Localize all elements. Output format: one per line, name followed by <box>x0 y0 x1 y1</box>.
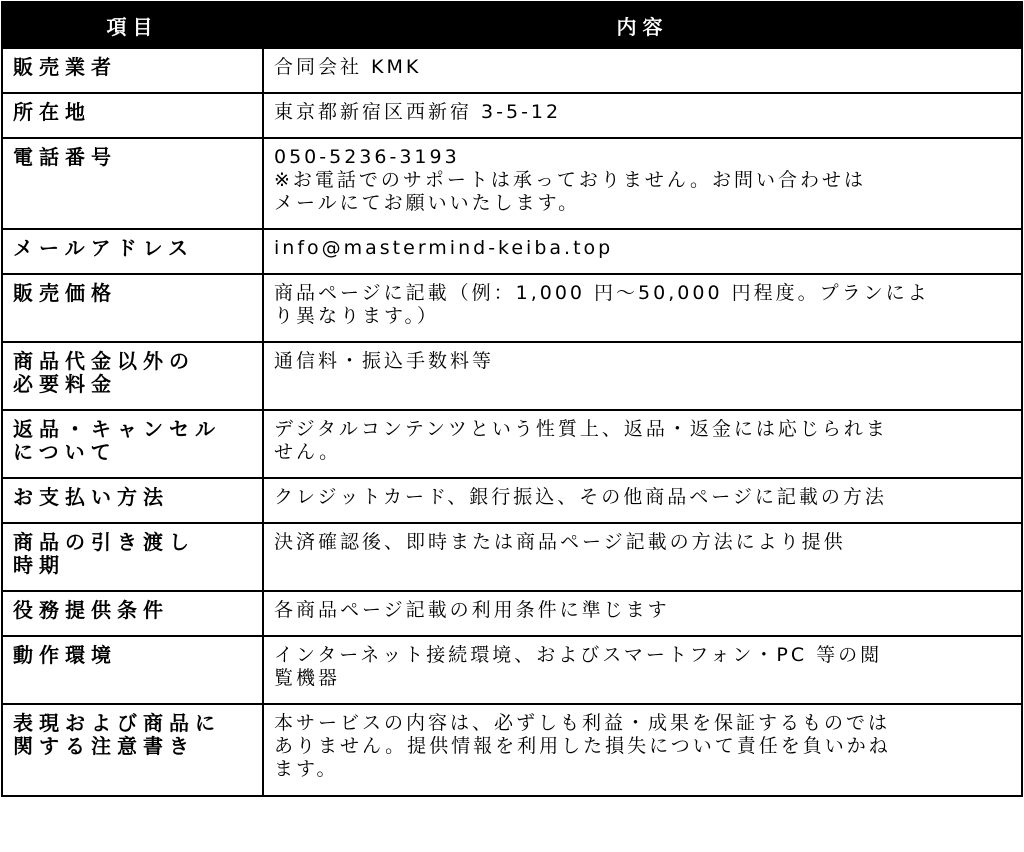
table-row <box>2 48 1022 93</box>
row-label-payment: お支払い方法 <box>2 478 263 523</box>
row-value-returns: デジタルコンテンツという性質上、返品・返金には応じられま せん。 <box>263 410 1022 478</box>
row-label-seller: 販売業者 <box>2 48 263 93</box>
table-row <box>2 704 1022 796</box>
row-value-email: info@mastermind-keiba.top <box>263 229 1022 274</box>
row-label-price: 販売価格 <box>2 274 263 342</box>
header-item: 項目 <box>2 2 263 48</box>
table-row <box>2 93 1022 138</box>
table-row <box>2 138 1022 229</box>
row-label-extra-fees: 商品代金以外の 必要料金 <box>2 342 263 410</box>
header-content: 内容 <box>263 2 1022 48</box>
table-row <box>2 410 1022 478</box>
table-row <box>2 274 1022 342</box>
row-value-phone: 050-5236-3193 ※お電話でのサポートは承っておりません。お問い合わせは メールにてお願いいたします。 <box>263 138 1022 229</box>
row-value-payment: クレジットカード、銀行振込、その他商品ページに記載の方法 <box>263 478 1022 523</box>
row-label-address: 所在地 <box>2 93 263 138</box>
row-value-seller: 合同会社 KMK <box>263 48 1022 93</box>
row-label-disclaimer: 表現および商品に 関する注意書き <box>2 704 263 796</box>
table-row <box>2 591 1022 636</box>
row-value-service-terms: 各商品ページ記載の利用条件に準じます <box>263 591 1022 636</box>
row-label-environment: 動作環境 <box>2 636 263 704</box>
row-value-delivery: 決済確認後、即時または商品ページ記載の方法により提供 <box>263 523 1022 591</box>
row-label-phone: 電話番号 <box>2 138 263 229</box>
table-row <box>2 478 1022 523</box>
row-value-address: 東京都新宿区西新宿 3-5-12 <box>263 93 1022 138</box>
row-value-price: 商品ページに記載（例：1,000 円～50,000 円程度。プランによ り異なります。） <box>263 274 1022 342</box>
table-row <box>2 636 1022 704</box>
row-value-environment: インターネット接続環境、およびスマートフォン・PC 等の閲 覧機器 <box>263 636 1022 704</box>
row-label-email: メールアドレス <box>2 229 263 274</box>
table-row <box>2 523 1022 591</box>
row-value-extra-fees: 通信料・振込手数料等 <box>263 342 1022 410</box>
row-value-disclaimer: 本サービスの内容は、必ずしも利益・成果を保証するものでは ありません。提供情報を利用した損失について責任を負いかね ます。 <box>263 704 1022 796</box>
row-label-service-terms: 役務提供条件 <box>2 591 263 636</box>
row-label-delivery: 商品の引き渡し 時期 <box>2 523 263 591</box>
table-header-row <box>2 2 1022 48</box>
row-label-returns: 返品・キャンセル について <box>2 410 263 478</box>
table-row <box>2 342 1022 410</box>
disclosure-table <box>1 1 1023 797</box>
table-row <box>2 229 1022 274</box>
